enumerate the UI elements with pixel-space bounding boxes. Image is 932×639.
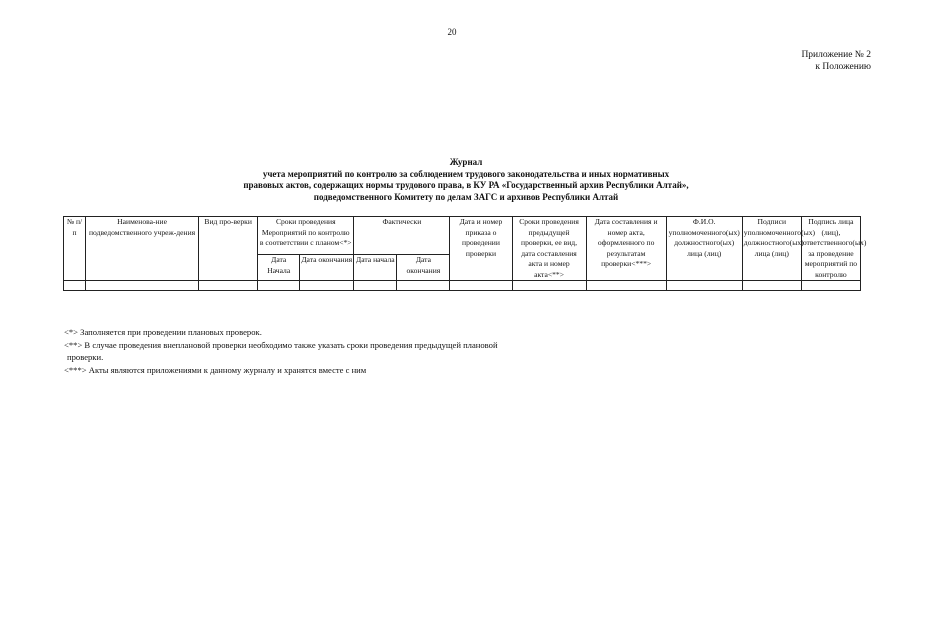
header-check-type: Вид про-верки — [199, 217, 258, 281]
footnote-1: <*> Заполняется при проведении плановых проверок. — [64, 327, 262, 337]
table-cell — [64, 281, 86, 291]
table-cell — [450, 281, 512, 291]
header-act-date: Дата составления и номер акта, оформленного по результатам проверки<***> — [586, 217, 666, 281]
title-line-2: учета мероприятий по контролю за соблюдением трудового законодательства и иных нормативных — [262, 168, 670, 179]
table-cell — [397, 281, 450, 291]
journal-table — [63, 216, 867, 291]
title-line-1: Журнал — [449, 157, 483, 167]
subheader-actual-start: Дата начала — [354, 255, 397, 281]
header-planned-terms: Сроки проведения Мероприятий по контролю в соответствии с планом<*> — [258, 217, 354, 255]
appendix-reference — [801, 49, 871, 73]
table-cell — [86, 281, 199, 291]
subheader-planned-start: Дата Начала — [258, 255, 300, 281]
subheader-planned-end: Дата окончания — [300, 255, 354, 281]
header-num: № п/п — [64, 217, 86, 281]
table-row — [64, 281, 861, 291]
header-institution: Наименова-ние подведомственного учреж-дения — [86, 217, 199, 281]
header-actual: Фактически — [354, 217, 450, 255]
footnote-2: <**> В случае проведения внеплановой проверки необходимо также указать сроки проведения предыдущей плановой — [64, 339, 498, 350]
table-cell — [742, 281, 801, 291]
document-title — [0, 157, 932, 203]
footnotes — [64, 326, 624, 376]
footnote-2-continuation: проверки. — [67, 352, 104, 362]
header-official-name: Ф.И.О. уполномоченного(ых) должностного(ых) лица (лиц) — [666, 217, 742, 281]
table-cell — [258, 281, 300, 291]
header-order: Дата и номер приказа о проведении проверки — [450, 217, 512, 281]
table-cell — [801, 281, 860, 291]
appendix-line-2: к Положению — [815, 62, 871, 72]
header-signatures: Подписи уполномоченного(ых) должностного(ых) лица (лиц) — [742, 217, 801, 281]
header-previous-terms: Сроки проведения предыдущей проверки, ее вид, дата составления акта и номер акта<**> — [512, 217, 586, 281]
table-cell — [354, 281, 397, 291]
table-cell — [300, 281, 354, 291]
table-cell — [586, 281, 666, 291]
table-cell — [199, 281, 258, 291]
subheader-actual-end: Дата окончания — [397, 255, 450, 281]
footnote-3: <***> Акты являются приложениями к данному журналу и хранятся вместе с ним — [64, 364, 367, 375]
header-responsible-signature: Подпись лица (лиц), ответственного(ых) за проведение мероприятий по контролю — [802, 217, 867, 279]
table-cell — [666, 281, 742, 291]
appendix-line-1: Приложение № 2 — [801, 50, 871, 60]
page-number: 20 — [447, 27, 457, 37]
table-header-row — [64, 217, 861, 255]
title-line-3: правовых актов, содержащих нормы трудового права, в КУ РА «Государственный архив Республики Алтай», — [243, 180, 689, 190]
table-cell — [512, 281, 586, 291]
title-line-4: подведомственного Комитету по делам ЗАГС и архивов Республики Алтай — [313, 191, 619, 202]
